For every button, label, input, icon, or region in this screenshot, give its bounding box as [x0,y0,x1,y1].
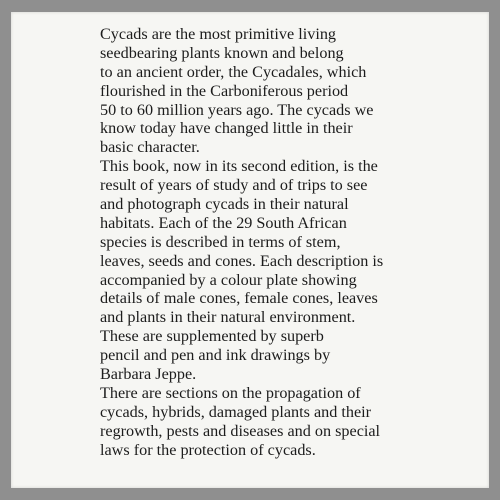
text-line: seedbearing plants known and belong [100,43,344,62]
text-line: cycads, hybrids, damaged plants and their [100,402,372,421]
text-line: basic character. [100,138,200,157]
text-line: laws for the protection of cycads. [100,440,316,459]
text-line: Cycads are the most primitive living [100,25,337,43]
text-line: pencil and pen and ink drawings by [100,346,331,365]
text-line: habitats. Each of the 29 South African [100,213,347,232]
cover-blurb-text [100,25,480,459]
text-line: details of male cones, female cones, leaves [100,289,378,308]
text-line: and plants in their natural environment. [100,308,356,327]
text-line: Barbara Jeppe. [100,365,197,384]
text-line: know today have changed little in their [100,119,353,138]
text-line: to an ancient order, the Cycadales, which [100,62,367,81]
text-line: accompanied by a colour plate showing [100,270,357,289]
book-back-cover [11,12,489,488]
text-line: result of years of study and of trips to see [100,176,368,195]
text-line: There are sections on the propagation of [100,383,361,402]
text-line: flourished in the Carboniferous period [100,81,349,100]
text-line: regrowth, pests and diseases and on special [100,421,381,440]
text-line: species is described in terms of stem, [100,232,341,251]
text-line: 50 to 60 million years ago. The cycads we [100,100,374,119]
text-line: and photograph cycads in their natural [100,195,349,214]
text-line: leaves, seeds and cones. Each description is [100,251,384,270]
text-line: These are supplemented by superb [100,327,324,346]
text-line: This book, now in its second edition, is the [100,157,378,176]
